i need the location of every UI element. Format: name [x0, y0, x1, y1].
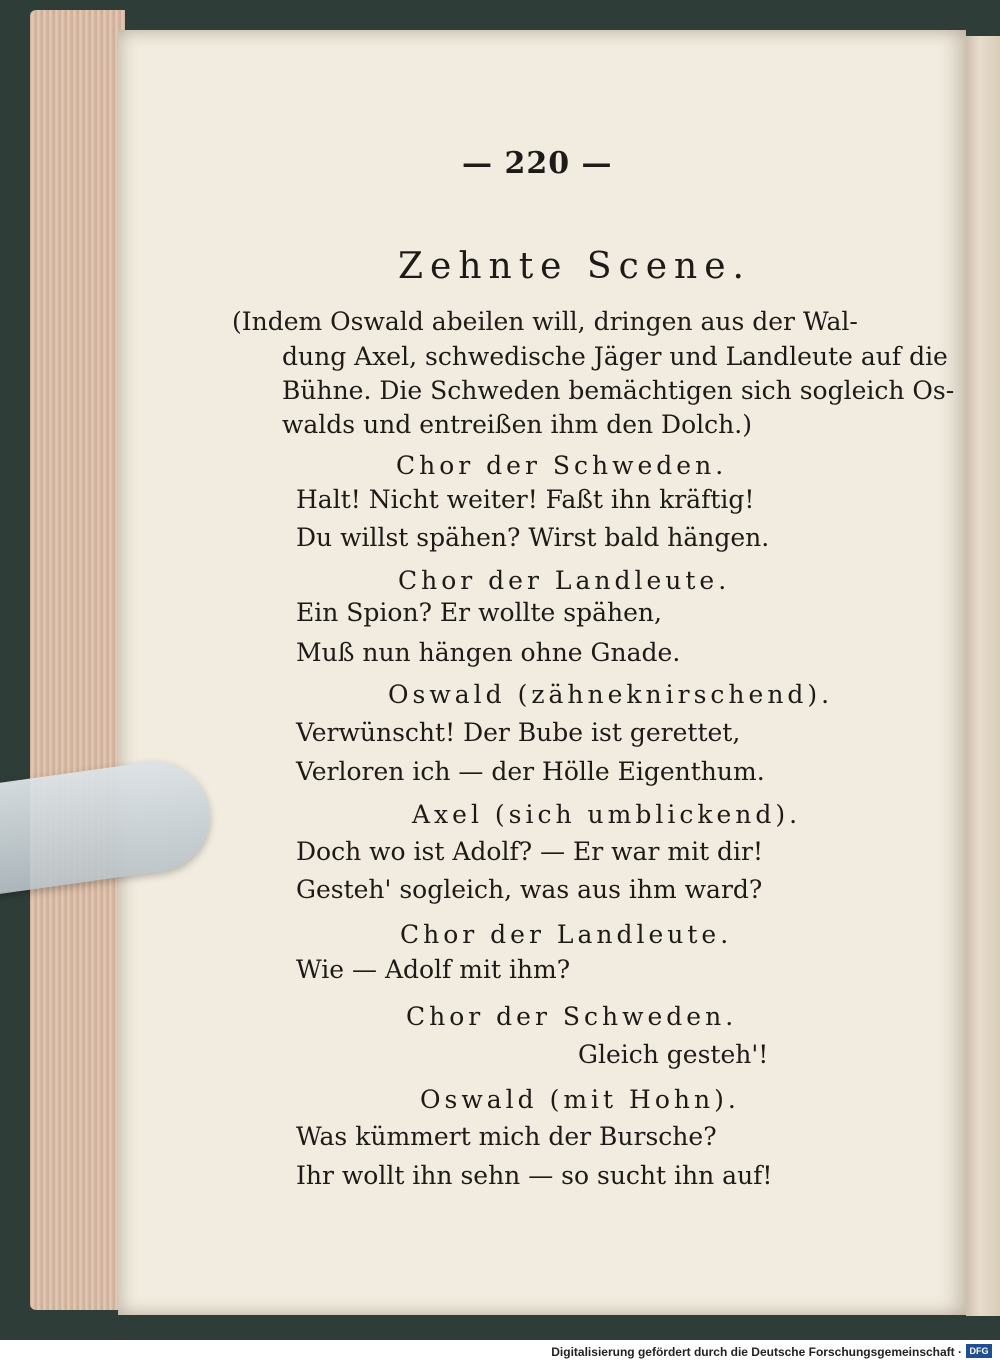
verse-line: Ihr wollt ihn sehn — so sucht ihn auf!: [296, 1161, 773, 1190]
dfg-logo: DFG: [966, 1344, 992, 1358]
verse-line: Doch wo ist Adolf? — Er war mit dir!: [296, 837, 764, 866]
verse-line: Halt! Nicht weiter! Faßt ihn kräftig!: [296, 485, 755, 514]
page-number: — 220 —: [462, 146, 613, 181]
speaker-heading: Chor der Landleute.: [400, 920, 733, 949]
stage-direction-line: dung Axel, schwedische Jäger und Landleute auf die: [282, 342, 948, 371]
stage-direction-line: (Indem Oswald abeilen will, dringen aus der Wal-: [232, 307, 858, 336]
speaker-heading: Chor der Schweden.: [396, 451, 728, 480]
verse-line: Wie — Adolf mit ihm?: [296, 955, 571, 984]
funding-notice: Digitalisierung gefördert durch die Deutsche Forschungsgemeinschaft ·: [551, 1345, 962, 1359]
scene-title: Zehnte Scene.: [398, 246, 751, 287]
verse-line: Gesteh' sogleich, was aus ihm ward?: [296, 875, 763, 904]
verse-line: Du willst spähen? Wirst bald hängen.: [296, 523, 770, 552]
stage-direction-line: Bühne. Die Schweden bemächtigen sich sogleich Os-: [282, 376, 955, 405]
verse-line: Was kümmert mich der Bursche?: [296, 1122, 717, 1151]
verse-line: Muß nun hängen ohne Gnade.: [296, 638, 681, 667]
verse-line: Verwünscht! Der Bube ist gerettet,: [296, 718, 741, 747]
speaker-heading: Axel (sich umblickend).: [412, 800, 802, 829]
speaker-heading: Chor der Landleute.: [398, 566, 731, 595]
speaker-heading: Oswald (zähneknirschend).: [388, 680, 834, 709]
verse-line: Gleich gesteh'!: [578, 1040, 769, 1069]
verse-line: Verloren ich — der Hölle Eigenthum.: [296, 757, 765, 786]
speaker-heading: Chor der Schweden.: [406, 1002, 738, 1031]
speaker-heading: Oswald (mit Hohn).: [420, 1085, 740, 1114]
facing-page-edge: [966, 36, 1000, 1316]
stage-direction-line: walds und entreißen ihm den Dolch.): [282, 410, 752, 439]
verse-line: Ein Spion? Er wollte spähen,: [296, 598, 662, 627]
page-stack-edge: [30, 10, 125, 1310]
